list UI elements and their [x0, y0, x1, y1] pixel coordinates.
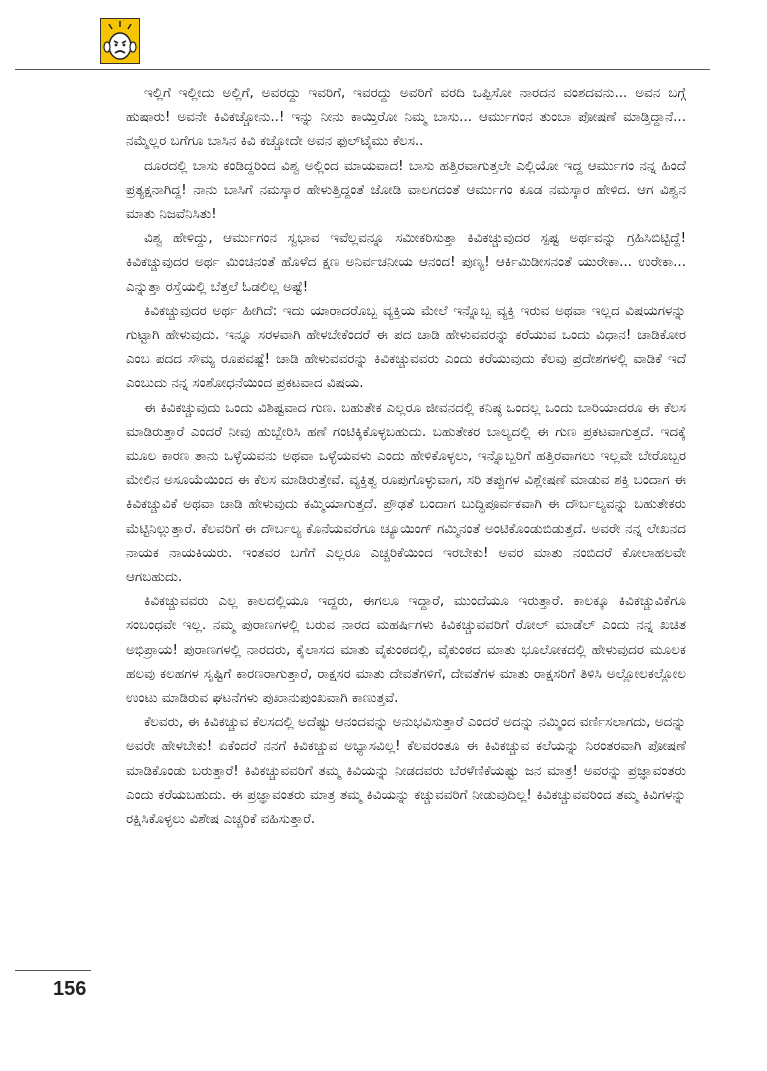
header-divider	[15, 69, 710, 70]
article-body	[126, 81, 686, 831]
paragraph: ಕೆಲವರು, ಈ ಕಿವಿಕಚ್ಚುವ ಕೆಲಸದಲ್ಲಿ ಅದೆಷ್ಟು ಆನಂದವನ್ನು ಅನುಭವಿಸುತ್ತಾರೆ ಎಂದರೆ ಅದನ್ನು ನಮ್ಮಿಂದ ವರ್ಣಿಸಲಾಗದು, ಅದನ್ನು ಅವರೇ ಹೇಳಬೇಕು! ಏಕೆಂದರೆ ನನಗೆ ಕಿವಿಕಚ್ಚುವ ಅಭ್ಯಾಸವಿಲ್ಲ! ಕೆಲವರಂತೂ ಈ ಕಿವಿಕಚ್ಚುವ ಕಲೆಯನ್ನು ನಿರಂತರವಾಗಿ ಪೋಷಣೆ ಮಾಡಿಕೊಂಡು ಬರುತ್ತಾರೆ! ಕಿವಿಕಚ್ಚುವವರಿಗೆ ತಮ್ಮ ಕಿವಿಯನ್ನು ನೀಡದವರು ಬೆರಳೆಣಿಕೆಯಷ್ಟು ಜನ ಮಾತ್ರ! ಅವರನ್ನು ಪ್ರಜ್ಞಾವಂತರು ಎಂದು ಕರೆಯಬಹುದು. ಈ ಪ್ರಜ್ಞಾವಂತರು ಮಾತ್ರ ತಮ್ಮ ಕಿವಿಯನ್ನು ಕಚ್ಚುವವರಿಗೆ ನೀಡುವುದಿಲ್ಲ! ಕಿವಿಕಚ್ಚುವವರಿಂದ ತಮ್ಮ ಕಿವಿಗಳನ್ನು ರಕ್ಷಿಸಿಕೊಳ್ಳಲು ವಿಶೇಷ ಎಚ್ಚರಿಕೆ ವಹಿಸುತ್ತಾರೆ.	[126, 714, 686, 828]
paragraph: ಕಿವಿಕಚ್ಚುವವರು ಎಲ್ಲ ಕಾಲದಲ್ಲಿಯೂ ಇದ್ದರು, ಈಗಲೂ ಇದ್ದಾರೆ, ಮುಂದೆಯೂ ಇರುತ್ತಾರೆ. ಕಾಲಕ್ಕೂ ಕಿವಿಕಚ್ಚುವಿಕೆಗೂ ಸಂಬಂಧವೇ ಇಲ್ಲ. ನಮ್ಮ ಪುರಾಣಗಳಲ್ಲಿ ಬರುವ ನಾರದ ಮಹರ್ಷಿಗಳು ಕಿವಿಕಚ್ಚುವವರಿಗೆ ರೋಲ್ ಮಾಡೆಲ್ ಎಂದು ನನ್ನ ಖಚಿತ ಅಭಿಪ್ರಾಯ! ಪುರಾಣಗಳಲ್ಲಿ ನಾರದರು, ಕೈಲಾಸದ ಮಾತು ವೈಕುಂಠದಲ್ಲಿ, ವೈಕುಂಠದ ಮಾತು ಭೂಲೋಕದಲ್ಲಿ ಹೇಳುವುದರ ಮೂಲಕ ಹಲವು ಕಲಹಗಳ ಸೃಷ್ಟಿಗೆ ಕಾರಣರಾಗುತ್ತಾರೆ, ರಾಕ್ಷಸರ ಮಾತು ದೇವತೆಗಳಿಗೆ, ದೇವತೆಗಳ ಮಾತು ರಾಕ್ಷಸರಿಗೆ ತಿಳಿಸಿ ಅಲ್ಲೋಲಕಲ್ಲೋಲ ಉಂಟು ಮಾಡಿರುವ ಘಟನೆಗಳು ಪುಖಾನುಪುಂಖವಾಗಿ ಕಾಣುತ್ತವೆ.	[126, 593, 686, 707]
cartoon-face-logo-icon	[100, 18, 140, 64]
paragraph: ಇಲ್ಲಿಗೆ ಇಲ್ಲೀದು ಅಲ್ಲಿಗೆ, ಅವರದ್ದು ಇವರಿಗೆ, ಇವರದ್ದು ಅವರಿಗೆ ವರದಿ ಒಪ್ಪಿಸೋ ನಾರದನ ವಂಶದವನು... ಅವನ ಬಗ್ಗೆ ಹುಷಾರು! ಅವನೇ ಕಿವಿಕಚ್ಚೋನು..! ಇನ್ನು ನೀನು ಕಾಯ್ತಿರೋ ನಿಮ್ಮ ಬಾಸು... ಆರ್ಮುಗಂನ ತುಂಬಾ ಪೋಷಣೆ ಮಾಡ್ತಿದ್ದಾನೆ... ನಮ್ಮೆಲ್ಲರ ಬಗೆಗೂ ಬಾಸಿನ ಕಿವಿ ಕಚ್ಚೋದೇ ಅವನ ಫುಲ್‌ಟೈಮು ಕೆಲಸ..	[126, 85, 686, 150]
paragraph: ಕಿವಿಕಚ್ಚುವುದರ ಅರ್ಥ ಹೀಗಿದೆ: ಇದು ಯಾರಾದರೊಬ್ಬ ವ್ಯಕ್ತಿಯ ಮೇಲೆ ಇನ್ನೊಬ್ಬ ವ್ಯಕ್ತಿ ಇರುವ ಅಥವಾ ಇಲ್ಲದ ವಿಷಯಗಳನ್ನು ಗುಟ್ಟಾಗಿ ಹೇಳುವುದು. ಇನ್ನೂ ಸರಳವಾಗಿ ಹೇಳಬೇಕೆಂದರೆ ಈ ಪದ ಚಾಡಿ ಹೇಳುವವರನ್ನು ಕರೆಯುವ ಒಂದು ವಿಧಾನ! ಚಾಡಿಕೋರ ಎಂಬ ಪದದ ಸೌಮ್ಯ ರೂಪವಷ್ಟೆ! ಚಾಡಿ ಹೇಳುವವರನ್ನು ಕಿವಿಕಚ್ಚುವವರು ಎಂದು ಕರೆಯುವುದು ಕೆಲವು ಪ್ರದೇಶಗಳಲ್ಲಿ ವಾಡಿಕೆ ಇದೆ ಎಂಬುದು ನನ್ನ ಸಂಶೋಧನೆಯಿಂದ ಪ್ರಕಟವಾದ ವಿಷಯ.	[126, 302, 686, 392]
paragraph: ವಿಶ್ವ ಹೇಳಿದ್ದು, ಆರ್ಮುಗಂನ ಸ್ವಭಾವ ಇವೆಲ್ಲವನ್ನೂ ಸಮೀಕರಿಸುತ್ತಾ ಕಿವಿಕಚ್ಚುವುದರ ಸ್ಪಷ್ಟ ಅರ್ಥವನ್ನು ಗ್ರಹಿಸಿಬಿಟ್ಟಿದ್ದೆ! ಕಿವಿಕಚ್ಚುವುದರ ಅರ್ಥ ಮಿಂಚಿನಂತೆ ಹೊಳೆದ ಕ್ಷಣ ಅನಿರ್ವಚನೀಯ ಆನಂದ! ಪುಣ್ಯ! ಆರ್ಕಿಮಿಡೀಸನಂತೆ ಯುರೇಕಾ... ಉರೇಕಾ... ಎನ್ನುತ್ತಾ ರಸ್ತೆಯಲ್ಲಿ ಬೆತ್ತಲೆ ಓಡಲಿಲ್ಲ ಅಷ್ಟೆ!	[126, 230, 686, 295]
page-number: 156	[53, 978, 87, 1000]
paragraph: ದೂರದಲ್ಲಿ ಬಾಸು ಕಂಡಿದ್ದರಿಂದ ವಿಶ್ವ ಅಲ್ಲಿಂದ ಮಾಯವಾದ! ಬಾಸು ಹತ್ತಿರವಾಗುತ್ತಲೇ ಎಲ್ಲಿಯೋ ಇದ್ದ ಆರ್ಮುಗಂ ನನ್ನ ಹಿಂದೆ ಪ್ರತ್ಯಕ್ಷನಾಗಿದ್ದ! ನಾನು ಬಾಸಿಗೆ ನಮಸ್ಕಾರ ಹೇಳುತ್ತಿದ್ದಂತೆ ಜೋಡಿ ವಾಲಗದಂತೆ ಆರ್ಮುಗಂ ಕೂಡ ನಮಸ್ಕಾರ ಹೇಳಿದ. ಆಗ ವಿಶ್ವನ ಮಾತು ನಿಜವೆನಿಸಿತು!	[126, 157, 686, 223]
footer-divider	[15, 970, 91, 971]
paragraph: ಈ ಕಿವಿಕಚ್ಚುವುದು ಒಂದು ವಿಶಿಷ್ಟವಾದ ಗುಣ. ಬಹುತೇಕ ಎಲ್ಲರೂ ಜೀವನದಲ್ಲಿ ಕನಿಷ್ಠ ಒಂದಲ್ಲ ಒಂದು ಬಾರಿಯಾದರೂ ಈ ಕೆಲಸ ಮಾಡಿರುತ್ತಾರೆ ಎಂದರೆ ನೀವು ಹುಬ್ಬೇರಿಸಿ ಹಣೆ ಗಂಟಿಕ್ಕಿಕೊಳ್ಳಬಹುದು. ಬಹುತೇಕರ ಬಾಲ್ಯದಲ್ಲಿ ಈ ಗುಣ ಪ್ರಕಟವಾಗುತ್ತದೆ. ಇದಕ್ಕೆ ಮೂಲ ಕಾರಣ ತಾನು ಒಳ್ಳೆಯವನು ಅಥವಾ ಒಳ್ಳೆಯವಳು ಎಂದು ಹೇಳಿಕೊಳ್ಳಲು, ಇನ್ನೊಬ್ಬರಿಗೆ ಹತ್ತಿರವಾಗಲು ಇಲ್ಲವೇ ಬೇರೊಬ್ಬರ ಮೇಲಿನ ಅಸೂಯೆಯಿಂದ ಈ ಕೆಲಸ ಮಾಡಿರುತ್ತೇವೆ. ವ್ಯಕ್ತಿತ್ವ ರೂಪುಗೊಳ್ಳುವಾಗ, ಸರಿ ತಪ್ಪುಗಳ ವಿಶ್ಲೇಷಣೆ ಮಾಡುವ ಶಕ್ತಿ ಬಂದಾಗ ಈ ಕಿವಿಕಚ್ಚುವಿಕೆ ಅಥವಾ ಚಾಡಿ ಹೇಳುವುದು ಕಮ್ಮಿಯಾಗುತ್ತದೆ. ಪ್ರೌಢತೆ ಬಂದಾಗ ಬುದ್ಧಿಪೂರ್ವಕವಾಗಿ ಈ ದೌರ್ಬಲ್ಯವನ್ನು ಬಹುತೇಕರು ಮೆಟ್ಟಿನಿಲ್ಲುತ್ತಾರೆ. ಕೆಲವರಿಗೆ ಈ ದೌರ್ಬಲ್ಯ ಕೊನೆಯವರೆಗೂ ಚ್ಯೂಯಿಂಗ್ ಗಮ್ಮಿನಂತೆ ಅಂಟಿಕೊಂಡುಬಿಡುತ್ತದೆ. ಅವರೇ ನನ್ನ ಲೇಖನದ ನಾಯಕ ನಾಯಕಿಯರು. ಇಂತವರ ಬಗೆಗೆ ಎಲ್ಲರೂ ಎಚ್ಚರಿಕೆಯಿಂದ ಇರಬೇಕು! ಅವರ ಮಾತು ನಂಬಿದರೆ ಕೋಲಾಹಲವೇ ಆಗಬಹುದು.	[126, 399, 686, 586]
